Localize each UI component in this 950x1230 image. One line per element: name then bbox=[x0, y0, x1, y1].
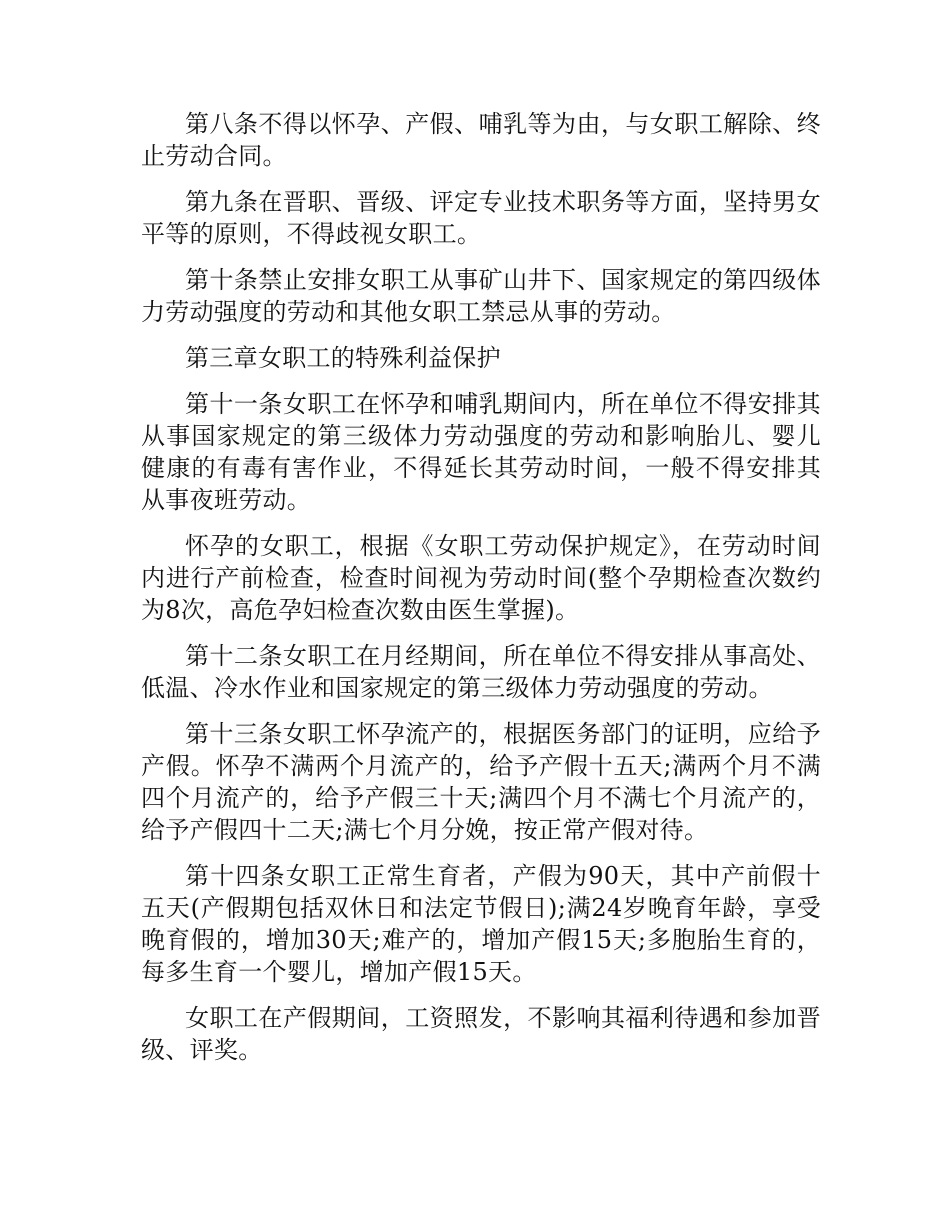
document-body bbox=[141, 108, 821, 1080]
paragraph-article-11: 第十一条女职工在怀孕和哺乳期间内，所在单位不得安排其从事国家规定的第三级体力劳动强度的劳动和影响胎儿、婴儿健康的有毒有害作业，不得延长其劳动时间，一般不得安排其从事夜班劳动。 bbox=[141, 390, 821, 514]
chapter-heading-3: 第三章女职工的特殊利益保护 bbox=[185, 344, 501, 372]
paragraph-article-12: 第十二条女职工在月经期间，所在单位不得安排从事高处、低温、冷水作业和国家规定的第三级体力劳动强度的劳动。 bbox=[141, 642, 821, 702]
paragraph-maternity-pay: 女职工在产假期间，工资照发，不影响其福利待遇和参加晋级、评奖。 bbox=[141, 1004, 821, 1064]
paragraph-article-8: 第八条不得以怀孕、产假、哺乳等为由，与女职工解除、终止劳动合同。 bbox=[141, 110, 821, 170]
paragraph-article-10: 第十条禁止安排女职工从事矿山井下、国家规定的第四级体力劳动强度的劳动和其他女职工禁忌从事的劳动。 bbox=[141, 266, 821, 326]
paragraph-prenatal-checkup: 怀孕的女职工，根据《女职工劳动保护规定》，在劳动时间内进行产前检查，检查时间视为劳动时间(整个孕期检查次数约为8次，高危孕妇检查次数由医生掌握)。 bbox=[141, 532, 821, 624]
paragraph-article-9: 第九条在晋职、晋级、评定专业技术职务等方面，坚持男女平等的原则，不得歧视女职工。 bbox=[141, 188, 821, 248]
paragraph-article-14: 第十四条女职工正常生育者，产假为90天，其中产前假十五天(产假期包括双休日和法定节假日);满24岁晚育年龄，享受晚育假的，增加30天;难产的，增加产假15天;多胞胎生育的，每多生育一个婴儿，增加产假15天。 bbox=[141, 862, 821, 986]
paragraph-article-13: 第十三条女职工怀孕流产的，根据医务部门的证明，应给予产假。怀孕不满两个月流产的，给予产假十五天;满两个月不满四个月流产的，给予产假三十天;满四个月不满七个月流产的，给予产假四十二天;满七个月分娩，按正常产假对待。 bbox=[141, 720, 821, 844]
